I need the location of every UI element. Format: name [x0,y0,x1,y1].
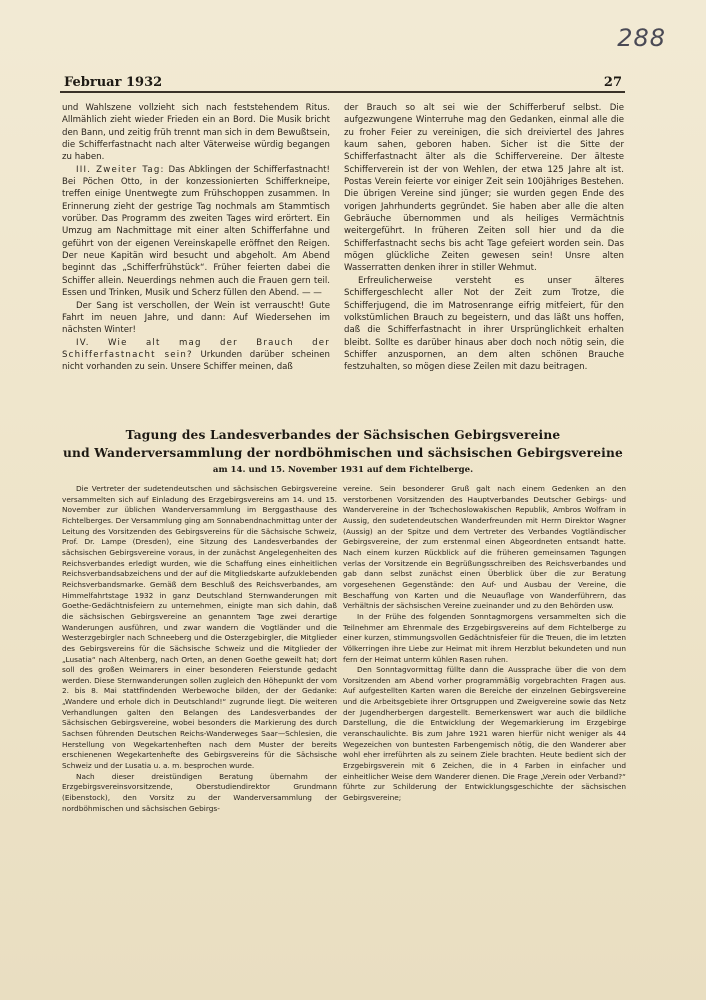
paragraph: Nach dieser dreistündigen Beratung übernahm der Erzgebirgsvereinsvorsitzende, Oberstudiendirektor Grundmann (Eibenstock), den Vorsitz zu der Wanderversammlung der nordböhmischen und sächsischen Gebirgs- [62,771,337,813]
paragraph: In der Frühe des folgenden Sonntagmorgens versammelten sich die Teilnehmer am Ehrenmale des Erzgebirgsvereins auf dem Fichtelberge zu einer kurzen, stimmungsvollen Gedächtnisfeier für die Treuen, die im letzten Völkerringen ihre Liebe zur Heimat mit ihrem Herzblut bekundeten und nun fern der Heimat unterm kühlen Rasen ruhen. [343,611,626,664]
article-title-line: und Wanderversammlung der nordböhmischen und sächsischen Gebirgsvereine [63,446,623,460]
page-header [64,70,622,90]
paragraph [62,337,330,374]
bottom-left-column [62,484,337,814]
article-title-line: Tagung des Landesverbandes der Sächsischen Gebirgsvereine [125,428,561,442]
top-right-column [344,102,624,374]
header-page-number: 27 [603,75,622,90]
header-date: Februar 1932 [64,75,163,90]
paragraph-text: Urkunden darüber scheinen nicht vorhanden zu sein. Unsere Schiffer meinen, daß [62,349,330,373]
bottom-right-column [343,484,626,804]
paragraph: Der Sang ist verschollen, der Wein ist verrauscht! Gute Fahrt im neuen Jahre, und dann: Auf Wiedersehen im nächsten Winter! [62,300,330,336]
paragraph: Die Vertreter der sudetendeutschen und sächsischen Gebirgsvereine versammelten sich auf Einladung des Erzgebirgsvereins am 14. und 15. November zur üblichen Wanderversammlung im Berggasthause des Fichtelberges. Der Versammlung ging am Sonnabendnachmittag unter der Leitung des Vorsitzenden des Gebirgsvereins für die Sächsische Schweiz, Prof. Dr. Lampe (Dresden), eine Sitzung des Landesverbandes der sächsischen Gebirgsvereine voraus, in der zunächst Angelegenheiten des Reichsverbandes erledigt wurden, wie die Schaffung eines einheitlichen Reichsverbandsabzeichens und der auf die Mitgliedskarte aufzuklebenden Reichsverbandsmarke. Gemäß dem Beschluß des Reichsverbandes, am Himmelfahrtstage 1932 in ganz Deutschland Sternwanderungen mit Goethe-Gedächtnisfeiern zu unternehmen, einigte man sich dahin, daß die sächsischen Gebirgsvereine an genanntem Tage zwei derartige Wanderungen ausführen, und zwar wandern die Vogtländer und die Westerzgebirgler nach Schneeberg und die Osterzgebirgler, die Mitglieder des Gebirgsvereins für die Sächsische Schweiz und die Mitglieder der „Lusatia“ nach Altenberg, nach Orten, an denen Goethe geweilt hat; dort soll des großen Weimarers in einer besonderen Feierstunde gedacht werden. Diese Sternwanderungen sollen zugleich den Höhepunkt der vom 2. bis 8. Mai stattfindenden Werbewoche bilden, der der Gedanke: „Wandere und erhole dich in Deutschland!“ zugrunde liegt. Die weiteren Verhandlungen galten den Belangen des Landesverbandes der Sächsischen Gebirgsvereine, wobei besonders die Markierung des durch Sachsen führenden Deutschen Reichs-Wanderweges Saar—Schlesien, die Herstellung von Wegekartenheften nach dem Muster der bereits erschienenen Wegekartenhefte des Gebirgsvereins für die Sächsische Schweiz und der Lusatia u. a. m. besprochen wurde. [62,484,337,771]
paragraph [62,164,330,300]
handwritten-archive-number: 288 [617,24,666,52]
paragraph: und Wahlszene vollzieht sich nach feststehendem Ritus. Allmählich zieht wieder Frieden ein an Bord. Die Musik bricht den Bann, und zeitig früh trennt man sich in dem Bewußtsein, die Schifferfastnacht nach alter Väterweise würdig begangen zu haben. [62,103,330,163]
header-rule [60,91,625,93]
top-left-column [62,102,330,374]
paragraph-text: Das Abklingen der Schifferfastnacht! Bei Pöchen Otto, in der konzessionierten Schifferkneipe, treffen einige Unentwegte zum Frühschoppen zusammen. In Erinnerung zieht der gestrige Tag nochmals am Stammtisch vorüber. Das Programm des zweiten Tages wird erörtert. Ein Umzug am Nachmittage mit einer alten Schifferfahne und geführt von der eigenen Vereinskapelle eröffnet den Reigen. Der neue Kapitän wird besucht und abgeholt. Am Abend beginnt das „Schifferfrühstück“. Früher feierten dabei die Schiffer allein. Neuerdings nehmen auch die Frauen gern teil. Essen und Trinken, Musik und Scherz füllen den Abend. — — [62,164,330,299]
paragraph-heading: IV. Wie alt mag der Brauch der Schifferfastnacht sein? [62,337,330,360]
article-subtitle: am 14. und 15. November 1931 auf dem Fichtelberge. [212,465,474,475]
paragraph: Den Sonntagvormittag füllte dann die Aussprache über die von dem Vorsitzenden am Abend vorher programmäßig vorgebrachten Fragen aus. Auf aufgestellten Karten waren die Bereiche der einzelnen Gebirgsvereine und die Arbeitsgebiete ihrer Ortsgruppen und Zweigvereine sowie das Netz der Jugendherbergen dargestellt. Bemerkenswert war auch die bildliche Darstellung, die die Entwicklung der Wegemarkierung im Erzgebirge veranschaulichte. Bis zum Jahre 1921 waren hierfür nicht weniger als 44 Wegezeichen von buntesten Farbengemisch nötig, die den Wanderer aber wohl eher irreführten als zu seinem Ziele brachten. Heute bedient sich der Erzgebirgsverein mit 6 Zeichen, die in 4 Farben in einfacher und einheitlicher Weise dem Wanderer dienen. Die Frage „Verein oder Verband?“ führte zur Schilderung der Entwicklungsgeschichte der sächsischen Gebirgsvereine; [343,665,626,803]
paragraph: der Brauch so alt sei wie der Schifferberuf selbst. Die aufgezwungene Winterruhe mag den Gedanken, einmal alle die zu froher Feier zu vereinigen, die sich dreiviertel des Jahres kaum sahen, geboren haben. Sicher ist die Sitte der Schifferfastnacht älter als die Schiffervereine. Der älteste Schifferverein ist der von Wehlen, der etwa 125 Jahre alt ist. Postas Verein feierte vor einiger Zeit sein 100jähriges Bestehen. Die übrigen Vereine sind jünger; sie wurden gegen Ende des vorigen Jahrhunderts gegründet. Sie haben aber alle die alten Gebräuche übernommen und als heiliges Vermächtnis weitergeführt. In früheren Zeiten soll hier und da die Schifferfastnacht sechs bis acht Tage gefeiert worden sein. Das mögen glückliche Zeiten gewesen sein! Unsre alten Wasserratten denken ihrer in stiller Wehmut. [344,103,624,274]
paragraph: Erfreulicherweise versteht es unser älteres Schiffergeschlecht aller Not der Zeit zum Trotze, die Schifferjugend, die im Matrosenrange eifrig mitfeiert, für den volkstümlichen Brauch zu begeistern, und das läßt uns hoffen, daß die Schifferfastnacht in ihrer Ursprünglichkeit erhalten bleibt. Sollte es darüber hinaus aber doch noch nötig sein, die Schiffer anzuspornen, an dem alten schönen Brauche festzuhalten, so mögen diese Zeilen mit dazu beitragen. [344,275,624,373]
article-title [60,426,626,462]
paragraph-heading: III. Zweiter Tag: [76,164,165,175]
paragraph: vereine. Sein besonderer Gruß galt nach einem Gedenken an den verstorbenen Vorsitzenden des Hauptverbandes Deutscher Gebirgs- und Wandervereine in der Tschechoslowakischen Republik, Ambros Wolfram in Aussig, den sudetendeutschen Wanderfreunden mit Herrn Direktor Wagner (Aussig) an der Spitze und dem Vertreter des Verbandes Vogtländischer Gebirgsvereine, der zum erstenmal einen Abgeordneten entsandt hatte. Nach einem kurzen Rückblick auf die früheren gemeinsamen Tagungen verlas der Vorsitzende ein Begrüßungsschreiben des Reichsverbandes und gab dann selbst zunächst einen Überblick über die zur Beratung vorgesehenen Gegenstände: den Auf- und Ausbau der Vereine, die Beschaffung von Karten und die Neuauflage von Wanderführern, das Verhältnis der sächsischen Vereine zueinander und zu den Behörden usw. [343,484,626,611]
